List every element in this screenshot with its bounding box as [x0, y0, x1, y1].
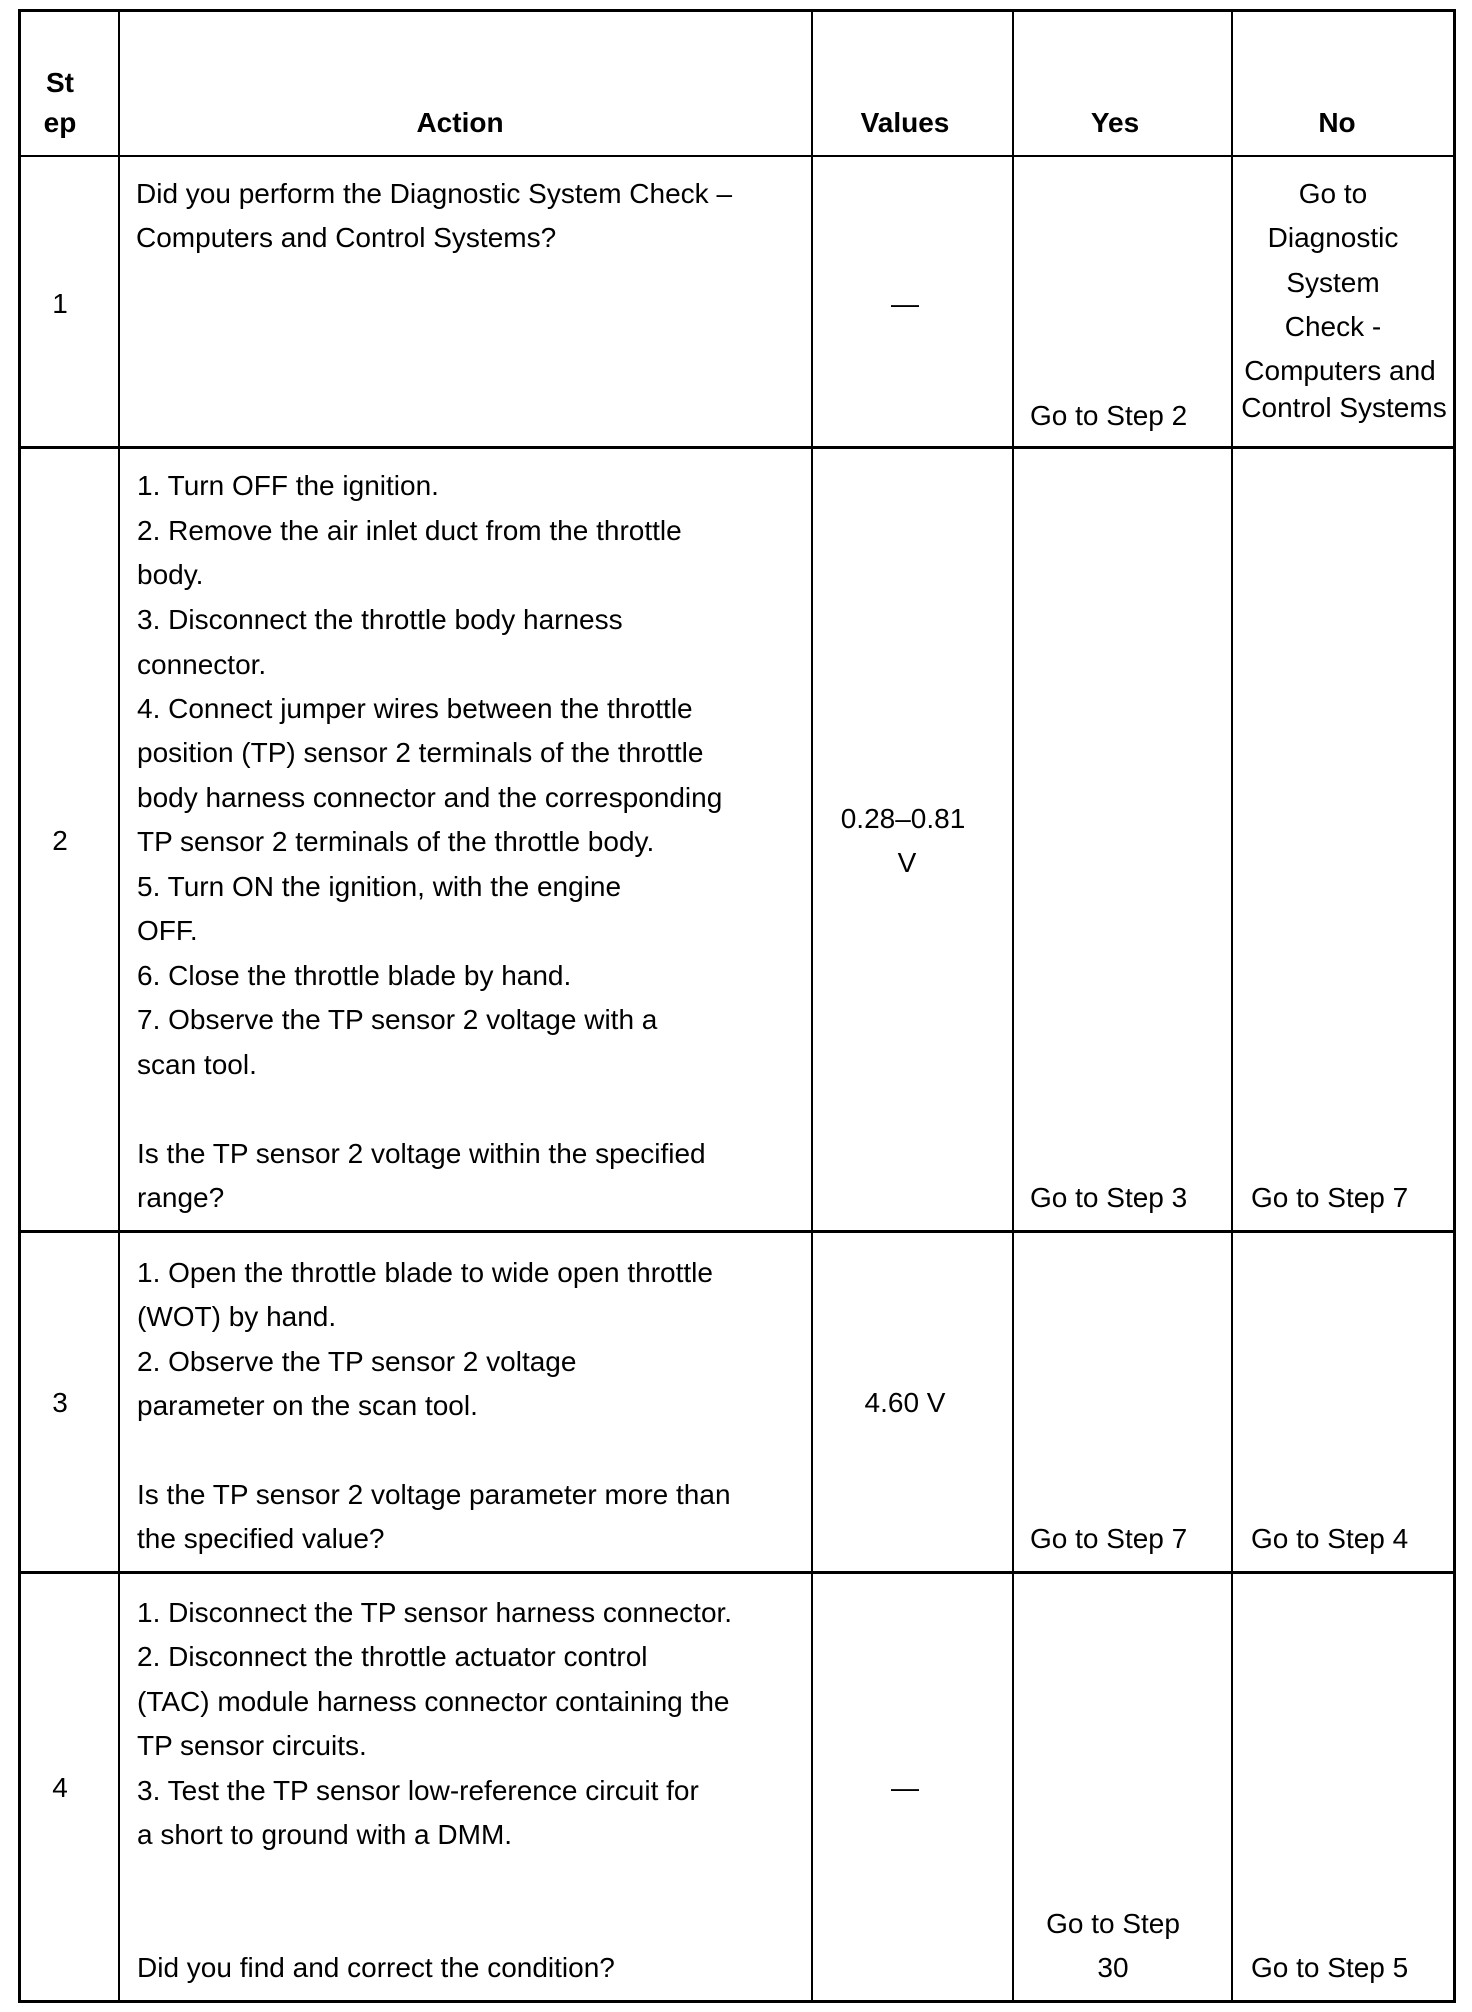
- action-line: 2. Remove the air inlet duct from the throttle: [137, 515, 682, 546]
- header-values: Values: [860, 107, 950, 138]
- no-goto-link[interactable]: Diagnostic: [1267, 222, 1399, 253]
- column-divider: [1012, 9, 1014, 2003]
- header-no: No: [1318, 107, 1356, 138]
- row-divider: [18, 446, 1456, 449]
- action-line: (TAC) module harness connector containing the: [137, 1686, 730, 1717]
- no-goto-link[interactable]: Go to Step 5: [1251, 1952, 1409, 1983]
- table-border-top: [18, 9, 1456, 12]
- header-yes: Yes: [1090, 107, 1140, 138]
- no-goto-link[interactable]: Go to: [1298, 178, 1368, 209]
- column-divider: [811, 9, 813, 2003]
- action-line: parameter on the scan tool.: [137, 1390, 478, 1421]
- action-line: TP sensor circuits.: [137, 1730, 367, 1761]
- value-line: —: [891, 288, 919, 319]
- action-line: 1. Open the throttle blade to wide open throttle: [137, 1257, 713, 1288]
- action-line: 1. Disconnect the TP sensor harness connector.: [137, 1597, 733, 1628]
- yes-goto-link[interactable]: 30: [1097, 1952, 1129, 1983]
- action-line: body harness connector and the corresponding: [137, 782, 723, 813]
- action-line: 3. Test the TP sensor low-reference circuit for: [137, 1775, 699, 1806]
- row-divider: [18, 1230, 1456, 1233]
- action-line: scan tool.: [137, 1049, 257, 1080]
- action-line: 5. Turn ON the ignition, with the engine: [137, 871, 622, 902]
- action-line: body.: [137, 559, 204, 590]
- action-line: 2. Observe the TP sensor 2 voltage: [137, 1346, 577, 1377]
- value-line: 4.60 V: [864, 1387, 946, 1418]
- action-line: OFF.: [137, 915, 198, 946]
- action-line: Did you find and correct the condition?: [137, 1952, 615, 1983]
- yes-goto-link[interactable]: Go to Step 2: [1030, 400, 1188, 431]
- action-line: a short to ground with a DMM.: [137, 1819, 513, 1850]
- value-line: 0.28–0.81: [840, 803, 966, 834]
- action-line: TP sensor 2 terminals of the throttle body.: [137, 826, 655, 857]
- column-divider: [118, 9, 120, 2003]
- step-number: 2: [52, 825, 68, 856]
- action-line: 2. Disconnect the throttle actuator control: [137, 1641, 648, 1672]
- no-goto-link[interactable]: Computers and: [1244, 355, 1436, 386]
- action-line: (WOT) by hand.: [137, 1301, 337, 1332]
- table-border-right: [1453, 9, 1456, 2003]
- action-line: Computers and Control Systems?: [136, 222, 557, 253]
- column-divider: [1231, 9, 1233, 2003]
- value-line: —: [891, 1772, 919, 1803]
- action-line: Is the TP sensor 2 voltage within the specified: [137, 1138, 706, 1169]
- step-number: 4: [52, 1772, 68, 1803]
- row-divider: [18, 155, 1456, 157]
- action-line: 1. Turn OFF the ignition.: [137, 470, 439, 501]
- yes-goto-link[interactable]: Go to Step: [1046, 1908, 1180, 1939]
- action-line: Did you perform the Diagnostic System Check –: [136, 178, 733, 209]
- action-line: range?: [137, 1182, 225, 1213]
- step-number: 1: [52, 288, 68, 319]
- action-line: 6. Close the throttle blade by hand.: [137, 960, 572, 991]
- row-divider: [18, 1571, 1456, 1574]
- action-line: position (TP) sensor 2 terminals of the throttle: [137, 737, 704, 768]
- no-goto-link[interactable]: Check -: [1284, 311, 1382, 342]
- action-line: 3. Disconnect the throttle body harness: [137, 604, 623, 635]
- action-line: connector.: [137, 649, 267, 680]
- action-line: the specified value?: [137, 1523, 385, 1554]
- action-line: 4. Connect jumper wires between the throttle: [137, 693, 693, 724]
- no-goto-link[interactable]: Go to Step 4: [1251, 1523, 1409, 1554]
- yes-goto-link[interactable]: Go to Step 3: [1030, 1182, 1188, 1213]
- table-border-left: [18, 9, 21, 2003]
- value-line: V: [897, 847, 917, 878]
- no-goto-link[interactable]: Control Systems: [1241, 392, 1447, 423]
- yes-goto-link[interactable]: Go to Step 7: [1030, 1523, 1188, 1554]
- no-goto-link[interactable]: System: [1286, 267, 1380, 298]
- header-action: Action: [416, 107, 504, 138]
- table-border-bottom: [18, 2000, 1456, 2003]
- header-step-line1: St: [46, 67, 74, 98]
- step-number: 3: [52, 1387, 68, 1418]
- header-step-line2: ep: [43, 107, 77, 138]
- action-line: Is the TP sensor 2 voltage parameter more than: [137, 1479, 731, 1510]
- no-goto-link[interactable]: Go to Step 7: [1251, 1182, 1409, 1213]
- action-line: 7. Observe the TP sensor 2 voltage with a: [137, 1004, 658, 1035]
